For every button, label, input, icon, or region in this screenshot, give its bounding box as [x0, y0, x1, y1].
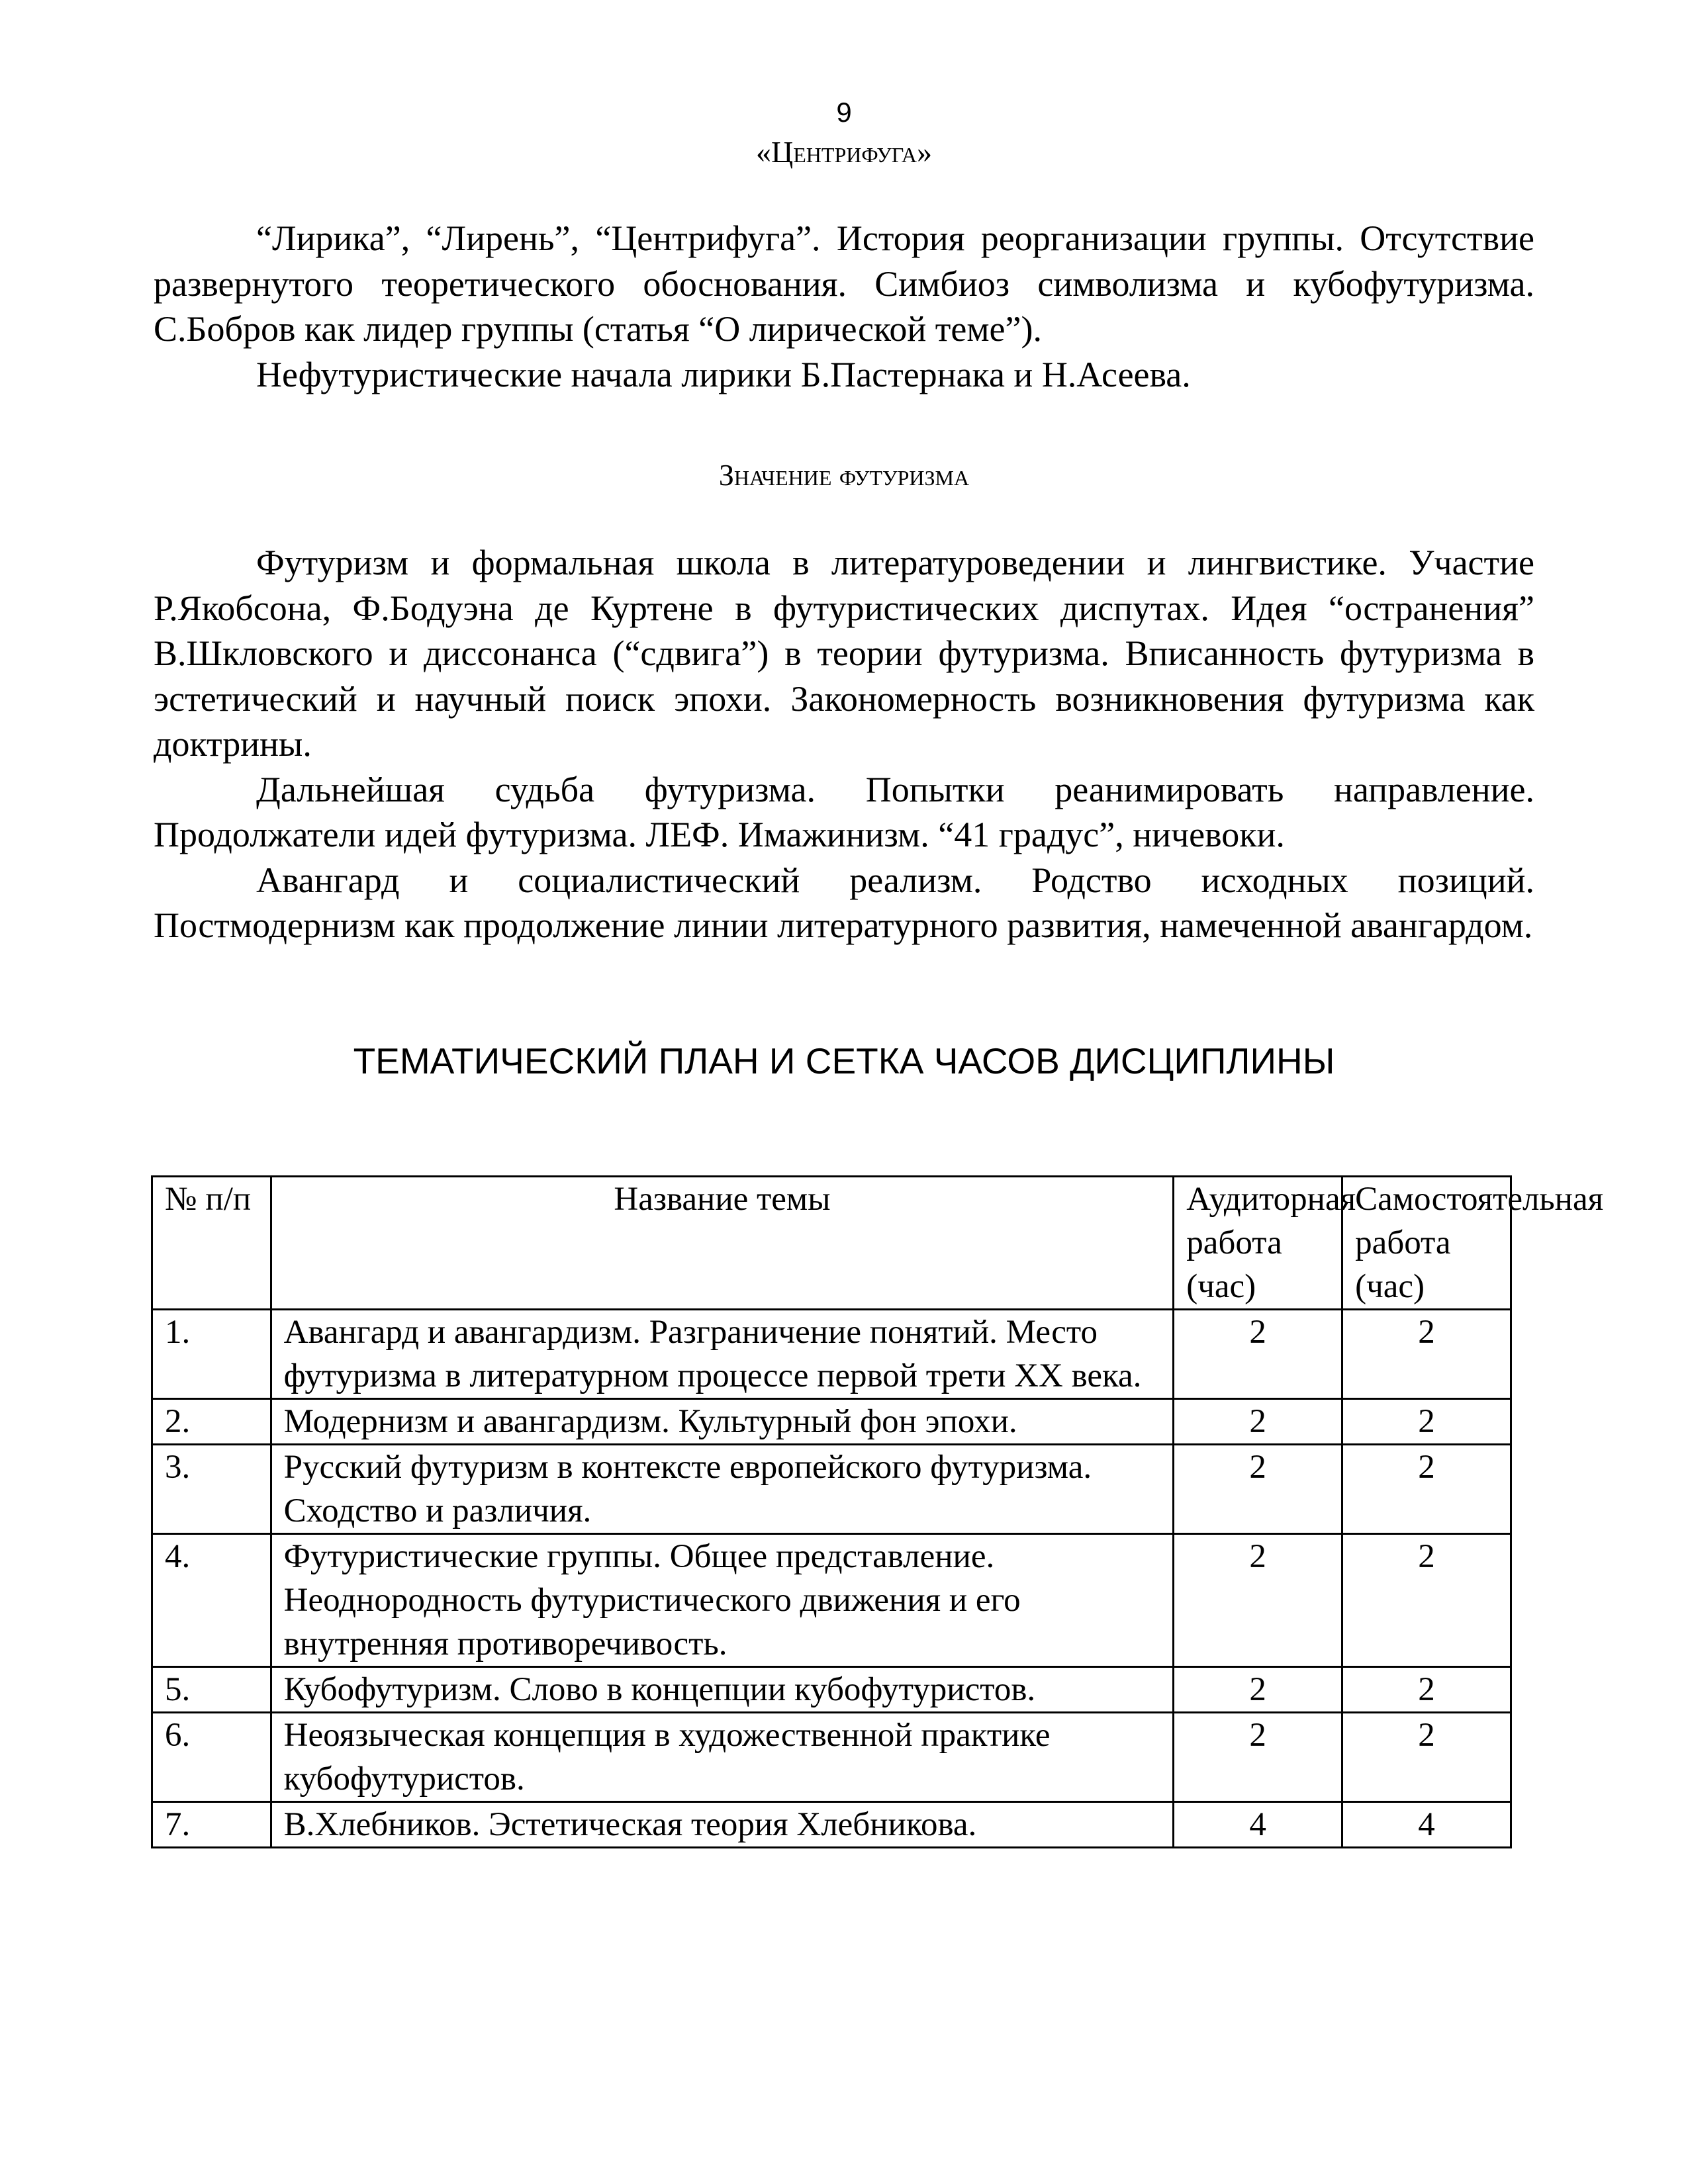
- table-row: [152, 1399, 1511, 1445]
- row-auditory-hours: 2: [1174, 1713, 1342, 1802]
- row-auditory-hours: 2: [1174, 1534, 1342, 1667]
- row-auditory-hours: 2: [1174, 1667, 1342, 1713]
- row-self-study-hours: 2: [1342, 1310, 1511, 1399]
- row-num: 7.: [152, 1802, 271, 1848]
- row-topic: Кубофутуризм. Слово в концепции кубофутуристов.: [271, 1667, 1174, 1713]
- row-self-study-hours: 2: [1342, 1534, 1511, 1667]
- row-auditory-hours: 2: [1174, 1310, 1342, 1399]
- row-topic: Модернизм и авангардизм. Культурный фон эпохи.: [271, 1399, 1174, 1445]
- section-centrifuga-text: [154, 216, 1534, 397]
- row-topic: Русский футуризм в контексте европейского футуризма. Сходство и различия.: [271, 1445, 1174, 1534]
- row-self-study-hours: 2: [1342, 1667, 1511, 1713]
- thematic-plan-table: [151, 1175, 1604, 1848]
- row-self-study-hours: 2: [1342, 1713, 1511, 1802]
- row-self-study-hours: 2: [1342, 1399, 1511, 1445]
- row-num: 2.: [152, 1399, 271, 1445]
- paragraph: Футуризм и формальная школа в литературоведении и лингвистике. Участие Р.Якобсона, Ф.Бодуэна де Куртене в футуристических диспутах. Идея “остранения” В.Шкловского и диссонанса (“сдвига”) в теории футуризма. Вписанность футуризма в эстетический и научный поиск эпохи. Закономерность возникновения футуризма как доктрины.: [154, 543, 1534, 764]
- row-auditory-hours: 2: [1174, 1445, 1342, 1534]
- page-number: 9: [836, 97, 852, 128]
- row-topic: Неоязыческая концепция в художественной практике кубофутуристов.: [271, 1713, 1174, 1802]
- paragraph: Нефутуристические начала лирики Б.Пастернака и Н.Асеева.: [256, 354, 1191, 394]
- paragraph: Дальнейшая судьба футуризма. Попытки реанимировать направление. Продолжатели идей футуризма. ЛЕФ. Имажинизм. “41 градус”, ничевоки.: [154, 769, 1534, 854]
- section-significance-text: [154, 540, 1534, 948]
- section-heading-centrifuga: «Центрифуга»: [756, 135, 932, 169]
- table-header-row: [152, 1177, 1511, 1310]
- row-topic: Авангард и авангардизм. Разграничение понятий. Место футуризма в литературном процессе первой трети XX века.: [271, 1310, 1174, 1399]
- table-row: [152, 1310, 1511, 1399]
- row-topic: В.Хлебников. Эстетическая теория Хлебникова.: [271, 1802, 1174, 1848]
- section-heading-futurism-significance: Значение футуризма: [718, 458, 970, 492]
- table-row: [152, 1713, 1511, 1802]
- row-topic: Футуристические группы. Общее представление. Неоднородность футуристического движения и его внутренняя противоречивость.: [271, 1534, 1174, 1667]
- row-num: 6.: [152, 1713, 271, 1802]
- row-auditory-hours: 2: [1174, 1399, 1342, 1445]
- row-auditory-hours: 4: [1174, 1802, 1342, 1848]
- row-num: 1.: [152, 1310, 271, 1399]
- row-self-study-hours: 4: [1342, 1802, 1511, 1848]
- paragraph: Авангард и социалистический реализм. Родство исходных позиций. Постмодернизм как продолжение линии литературного развития, намеченной авангардом.: [154, 860, 1534, 945]
- table-row: [152, 1667, 1511, 1713]
- header-auditory-hours: Аудиторная работа (час): [1174, 1177, 1342, 1310]
- header-self-study-hours: Самостоятельная работа (час): [1342, 1177, 1511, 1310]
- header-topic-name: Название темы: [271, 1177, 1174, 1310]
- row-num: 4.: [152, 1534, 271, 1667]
- paragraph: “Лирика”, “Лирень”, “Центрифуга”. История реорганизации группы. Отсутствие развернутого теоретического обоснования. Симбиоз символизма и кубофутуризма. С.Бобров как лидер группы (статья “О лирической теме”).: [154, 218, 1534, 349]
- row-self-study-hours: 2: [1342, 1445, 1511, 1534]
- header-num: № п/п: [152, 1177, 271, 1310]
- table-row: [152, 1802, 1511, 1848]
- table-title: ТЕМАТИЧЕСКИЙ ПЛАН И СЕТКА ЧАСОВ ДИСЦИПЛИНЫ: [353, 1040, 1335, 1081]
- table-row: [152, 1445, 1511, 1534]
- row-num: 3.: [152, 1445, 271, 1534]
- row-num: 5.: [152, 1667, 271, 1713]
- table-row: [152, 1534, 1511, 1667]
